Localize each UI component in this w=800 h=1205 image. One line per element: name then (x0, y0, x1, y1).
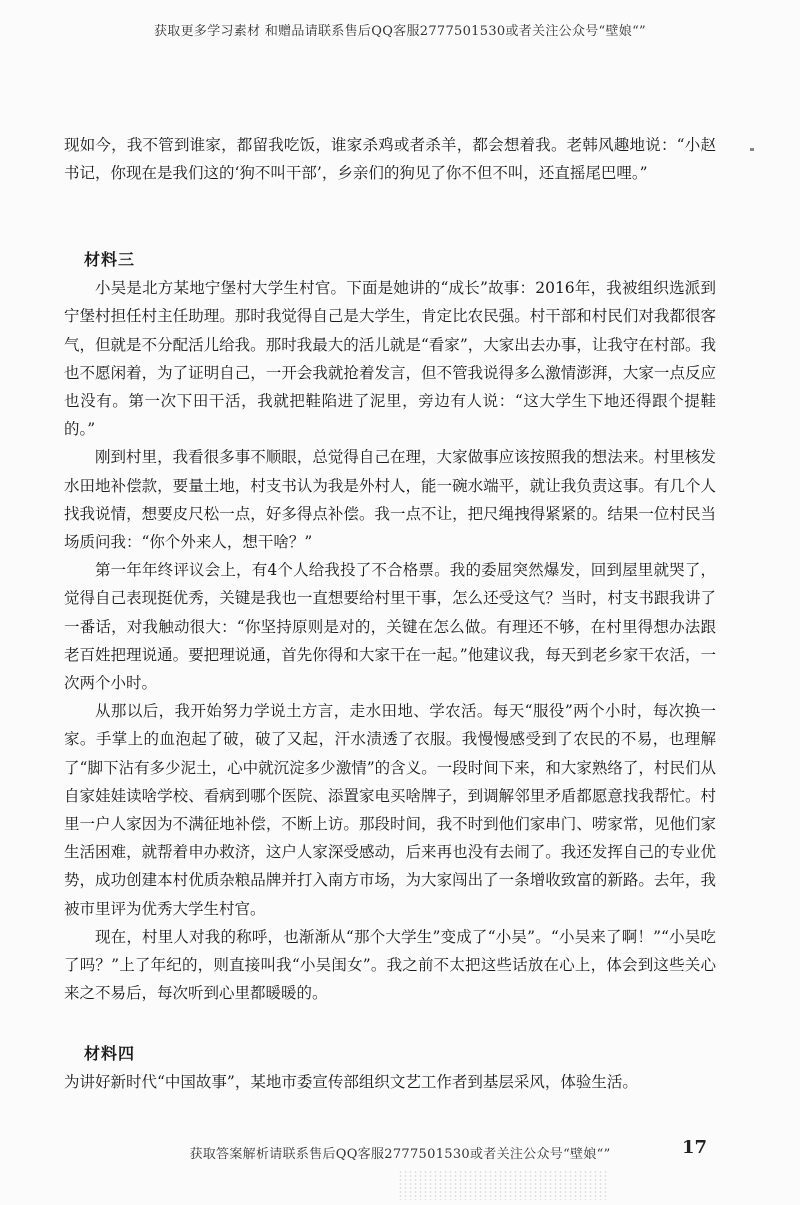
page-header: 获取更多学习素材 和赠品请联系售后QQ客服2777501530或者关注公众号“壁娘“” (154, 24, 646, 39)
scan-speck (750, 148, 754, 151)
material-four-paragraph: 为讲好新时代“中国故事”，某地市委宣传部组织文艺工作者到基层采风，体验生活。 (64, 1073, 638, 1092)
material-three-paragraph-3: 第一年年终评议会上，有4个人给我投了不合格票。我的委屈突然爆发，回到屋里就哭了，觉得自己表现挺优秀，关键是我也一直想要给村里干事，怎么还受这气？当时，村支书跟我讲了一番话，对我触动很大：“你坚持原则是对的，关键在怎么做。有理还不够，在村里得想办法跟老百姓把理说通。要把理说通，首先你得和大家干在一起。”他建议我，每天到老乡家干农活，一次两个小时。 (64, 561, 716, 693)
material-three-paragraph-4: 从那以后，我开始努力学说土方言，走水田地、学农活。每天“服役”两个小时，每次换一家。手掌上的血泡起了破，破了又起，汗水渍透了衣服。我慢慢感受到了农民的不易，也理解了“脚下沾有多少泥土，心中就沉淀多少激情”的含义。一段时间下来，和大家熟络了，村民们从自家娃娃读啥学校、看病到哪个医院、添置家电买啥牌子，到调解邻里矛盾都愿意找我帮忙。村里一户人家因为不满征地补偿，不断上访。那段时间，我不时到他们家串门、唠家常，见他们家生活困难，就帮着申办救济，这户人家深受感动，后来再也没有去闹了。我还发挥自己的专业优势，成功创建本村优质杂粮品牌并打入南方市场，为大家闯出了一条增收致富的新路。去年，我被市里评为优秀大学生村官。 (64, 702, 716, 918)
material-three-paragraph-1: 小吴是北方某地宁堡村大学生村官。下面是她讲的“成长”故事：2016年，我被组织选派到宁堡村担任村主任助理。那时我觉得自己是大学生，肯定比农民强。村干部和村民们对我都很客气，但就是不分配活儿给我。那时我最大的活儿就是“看家”，大家出去办事，让我守在村部。我也不愿闲着，为了证明自己，一开会我就抢着发言，但不管我说得多么激情澎湃，大家一点反应也没有。第一次下田干活，我就把鞋陷进了泥里，旁边有人说：“这大学生下地还得跟个提鞋的。” (64, 279, 716, 439)
scan-noise (398, 1170, 608, 1200)
continued-paragraph: 现如今，我不管到谁家，都留我吃饭，谁家杀鸡或者杀羊，都会想着我。老韩风趣地说：“小赵书记，你现在是我们这的‘狗不叫干部’，乡亲们的狗见了你不但不叫，还直摇尾巴哩。” (64, 136, 716, 183)
material-three-paragraph-5: 现在，村里人对我的称呼，也渐渐从“那个大学生”变成了“小吴”。“小吴来了啊！”“小吴吃了吗？”上了年纪的，则直接叫我“小吴闺女”。我之前不太把这些话放在心上，体会到这些关心来之不易后，每次听到心里都暖暖的。 (64, 927, 716, 1003)
material-four-section (64, 1040, 716, 1096)
material-three-section (64, 246, 716, 1007)
material-three-heading: 材料三 (84, 250, 136, 269)
material-four-heading: 材料四 (84, 1044, 136, 1063)
continued-text-block (64, 131, 716, 187)
page-number: 17 (682, 1137, 708, 1158)
page-footer: 获取答案解析请联系售后QQ客服2777501530或者关注公众号“壁娘“” (189, 1147, 611, 1162)
material-three-paragraph-2: 刚到村里，我看很多事不顺眼，总觉得自己在理，大家做事应该按照我的想法来。村里核发水田地补偿款，要量土地，村支书认为我是外村人，能一碗水端平，就让我负责这事。有几个人找我说情，想要皮尺松一点，好多得点补偿。我一点不让，把尺绳拽得紧紧的。结果一位村民当场质问我：“你个外来人，想干啥？” (64, 448, 716, 552)
